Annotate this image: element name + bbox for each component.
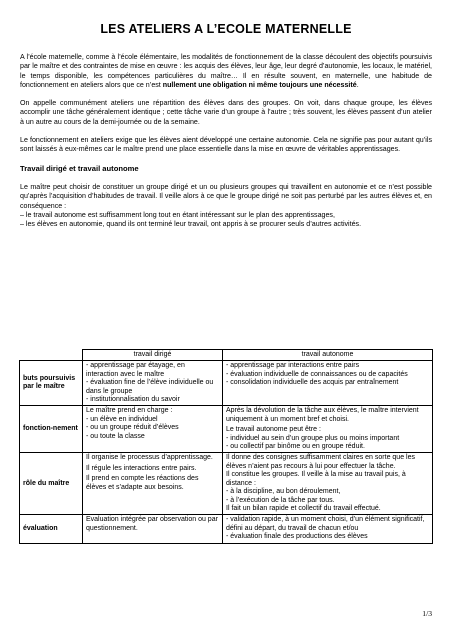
cell-line: - ou toute la classe (86, 432, 145, 440)
cell-line: - validation rapide, à un moment choisi, d’un élément significatif, défini au départ, du travail de chacun et/ou (226, 516, 425, 532)
cell-line: Il fait un bilan rapide et collectif du travail effectué. (226, 504, 381, 512)
intro-paragraph-3: Le fonctionnement en ateliers exige que les élèves aient développé une certaine autonomie. Cela ne signifie pas pour autant qu’ils sont laissés à eux-mêmes car le maître prend une place essentielle dans la mise en œuvre de véritables apprentissages. (20, 136, 432, 154)
cell-line: - ou un groupe réduit d’élèves (86, 424, 179, 432)
cell-dirige (83, 453, 223, 515)
cell-line: Le maître prend en charge : (86, 407, 173, 415)
cell-line: - à l’exécution de la tâche par tous. (226, 496, 335, 504)
cell-line: - un élève en individuel (86, 415, 158, 423)
column-header-dirige: travail dirigé (83, 350, 223, 361)
cell-line: - institutionnalisation du savoir (86, 396, 180, 404)
bullet-item: – les élèves en autonomie, quand ils ont terminé leur travail, ont appris à se procurer seuls d’autres activités. (20, 220, 362, 229)
cell-line: Il constitue les groupes. Il veille à la mise au travail puis, à distance : (226, 471, 406, 487)
cell-line: - apprentissage par interactions entre pairs (226, 362, 360, 370)
section-heading: Travail dirigé et travail autonome (20, 163, 139, 173)
cell-line: Il organise le processus d’apprentissage. (86, 454, 213, 462)
cell-autonome (223, 453, 433, 515)
cell-line: Il donne des consignes suffisamment claires en sorte que les élèves n’aient pas recours à lui pour effectuer la tâche. (226, 454, 415, 470)
column-header-autonome: travail autonome (223, 350, 433, 361)
bullet-item: – le travail autonome est suffisamment long tout en étant intéressant sur le plan des apprentissages, (20, 210, 335, 219)
cell-line: - à la discipline, au bon déroulement, (226, 488, 341, 496)
table-row (20, 406, 433, 453)
intro-emphasis: nullement une obligation ni même toujours une nécessité (162, 80, 357, 89)
cell-line: Evaluation intégrée par observation ou par questionnement. (86, 516, 218, 532)
row-label: fonction-nement (20, 406, 83, 453)
section-paragraph: Le maître peut choisir de constituer un groupe dirigé et un ou plusieurs groupes qui travaillent en autonomie et ce n’est possible qu’après l’acquisition d’habitudes de travail. Il veille alors à ce que le groupe dirigé ne soit pas perturbé par les autres élèves et, en conséquence : (20, 182, 432, 210)
cell-line: - individuel au sein d’un groupe plus ou moins important (226, 434, 400, 442)
cell-line: Le travail autonome peut être : (226, 426, 321, 434)
intro-paragraph-2: On appelle communément ateliers une répartition des élèves dans des groupes. On voit, dans chaque groupe, les élèves accomplir une tâche généralement identique ; cette tâche varie d’un groupe à l’autre ; très souvent, les élèves passent d’un atelier à un autre au cours de la demi-journée ou de la semaine. (20, 99, 432, 126)
section-bullets (20, 211, 432, 230)
cell-dirige (83, 406, 223, 453)
cell-line: Il prend en compte les réactions des élèves et s’adapte aux besoins. (86, 475, 199, 491)
cell-line: - consolidation individuelle des acquis par entraînement (226, 379, 399, 387)
cell-autonome (223, 515, 433, 543)
cell-line: - apprentissage par étayage, en interaction avec le maître (86, 362, 185, 378)
page-number: 1/3 (422, 609, 432, 618)
cell-dirige (83, 515, 223, 543)
table-row (20, 515, 433, 543)
cell-line: - évaluation fine de l’élève individuelle ou dans le groupe (86, 379, 214, 395)
row-label: rôle du maître (20, 453, 83, 515)
cell-line: Il régule les interactions entre pairs. (86, 464, 197, 472)
cell-dirige (83, 361, 223, 406)
intro-period: . (356, 80, 359, 89)
cell-line: Après la dévolution de la tâche aux élèves, le maître intervient uniquement à un moment bref et choisi. (226, 407, 419, 423)
table-row (20, 453, 433, 515)
cell-line: - ou collectif par binôme ou en groupe réduit. (226, 443, 365, 451)
intro-paragraph-1 (20, 53, 432, 90)
document-body (20, 53, 432, 236)
row-label: buts poursuivis par le maître (20, 361, 83, 406)
table-corner-cell (20, 350, 83, 361)
cell-autonome (223, 361, 433, 406)
comparison-table (19, 349, 433, 544)
intro-text: A l’école maternelle, comme à l’école élémentaire, les modalités de fonctionnement de la classe découlent des objectifs poursuivis par le maître et des contraintes de mise en œuvre : les acquis des élèves, leur âge, leur degré d’autonomie, les locaux, le matériel, le temps disponible, les compétences particulières du maître… Il en résulte souvent, en maternelle, une habitude de fonctionnement en ateliers alors que ce n’est (20, 53, 432, 89)
table-header-row (20, 350, 433, 361)
cell-line: - évaluation individuelle de connaissances ou de capacités (226, 370, 408, 378)
cell-autonome (223, 406, 433, 453)
table-row (20, 361, 433, 406)
row-label: évaluation (20, 515, 83, 543)
cell-line: - évaluation finale des productions des élèves (226, 533, 368, 541)
page-title: LES ATELIERS A L’ECOLE MATERNELLE (100, 22, 352, 36)
